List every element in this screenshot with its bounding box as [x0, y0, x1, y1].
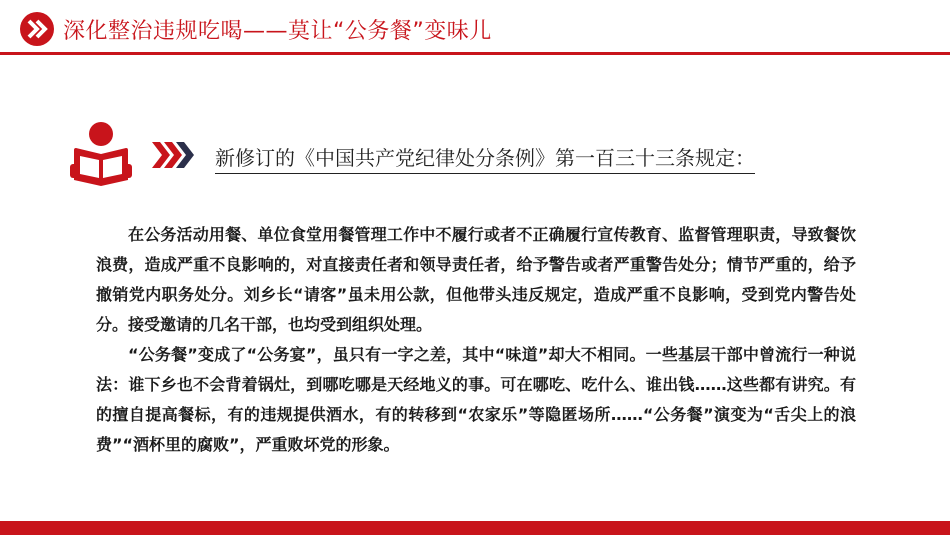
page-title: 深化整治违规吃喝——莫让“公务餐”变味儿: [63, 19, 492, 44]
triple-chevron-icon: [150, 140, 198, 174]
header-divider: [0, 52, 950, 55]
body-paragraph: 在公务活动用餐、单位食堂用餐管理工作中不履行或者不正确履行宣传教育、监督管理职责，导致餐饮浪费，造成严重不良影响的，对直接责任者和领导责任者，给予警告或者严重警告处分；情节严重的，给予撤销党内职务处分。刘乡长“请客”虽未用公款，但他带头违反规定，造成严重不良影响，受到党内警告处分。接受邀请的几名干部，也均受到组织处理。: [96, 225, 856, 334]
person-reading-icon: [66, 120, 136, 192]
header-bar: [0, 0, 950, 60]
body-paragraph: “公务餐”变成了“公务宴”，虽只有一字之差，其中“味道”却大不相同。一些基层干部中曾流行一种说法：谁下乡也不会背着锅灶，到哪吃哪是天经地义的事。可在哪吃、吃什么、谁出钱……这些都有讲究。有的擅自提高餐标，有的违规提供酒水，有的转移到“农家乐”等隐匿场所……“公务餐”演变为“舌尖上的浪费”“酒杯里的腐败”，严重败坏党的形象。: [96, 345, 856, 454]
section-heading: 新修订的《中国共产党纪律处分条例》第一百三十三条规定：: [215, 145, 755, 174]
footer-bar: [0, 521, 950, 535]
body-text: [96, 220, 856, 460]
double-chevron-right-icon: [20, 12, 54, 46]
